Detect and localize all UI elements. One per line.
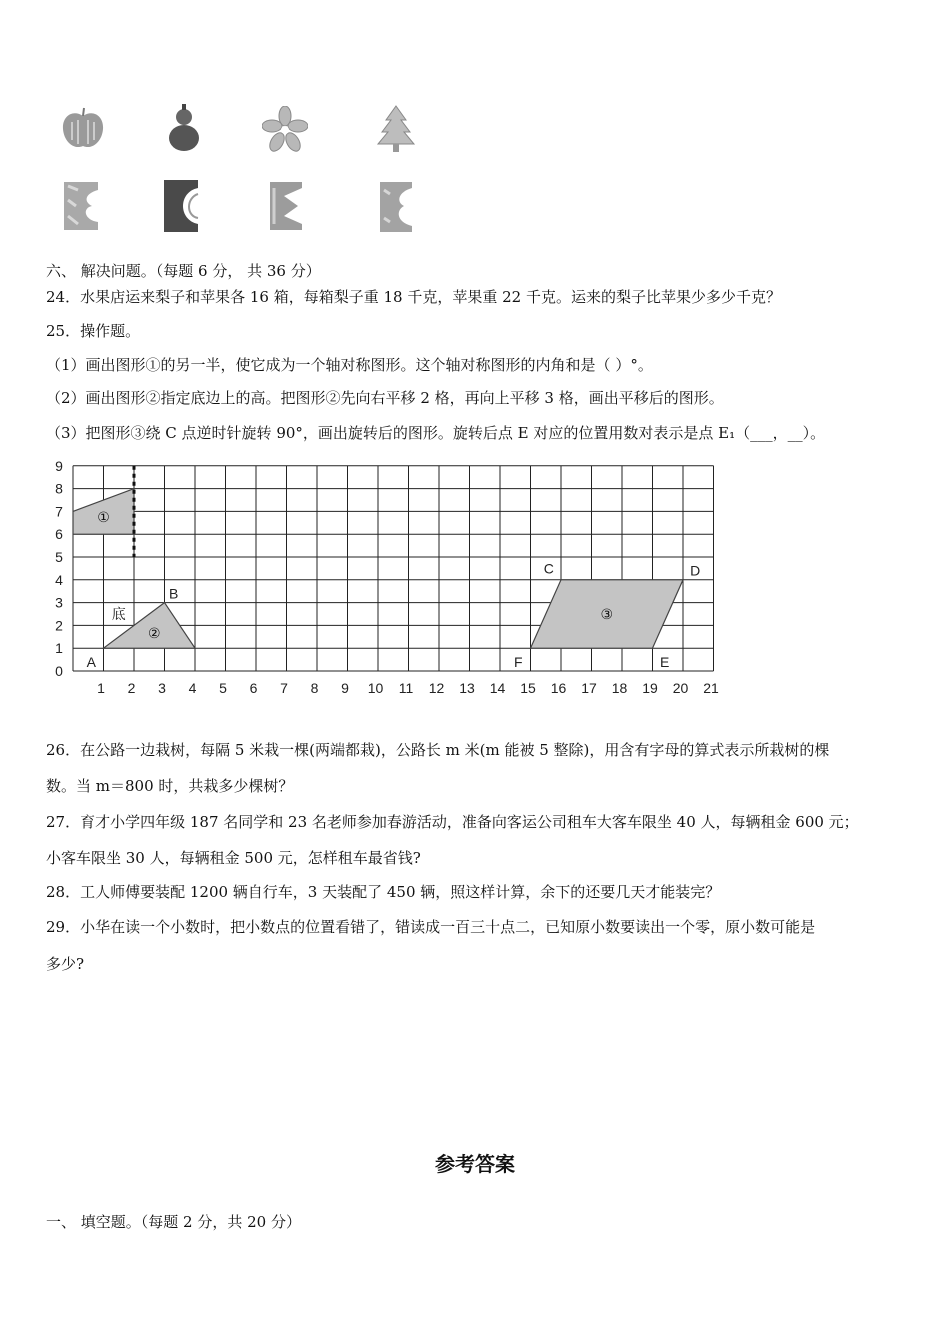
answers-section-1: 一、 填空题。（每题 2 分，共 20 分）: [46, 1213, 301, 1231]
section-6-heading: 六、 解决问题。（每题 6 分， 共 36 分）: [46, 262, 321, 280]
point-label: D: [690, 562, 701, 579]
x-tick-label: 21: [703, 680, 719, 696]
cutout-picture-d: [378, 180, 414, 234]
point-label: 底: [111, 606, 126, 622]
y-tick-label: 6: [55, 526, 63, 543]
question-28: 28．工人师傅要装配 1200 辆自行车，3 天装配了 450 辆，照这样计算，余下的还要几天才能装完？: [46, 883, 721, 901]
answers-title: 参考答案: [435, 1152, 515, 1176]
point-label: C: [543, 560, 554, 577]
x-tick-label: 10: [367, 680, 384, 696]
x-tick-label: 15: [520, 680, 536, 696]
question-25-part-1: （1）画出图形①的另一半，使它成为一个轴对称图形。这个轴对称图形的内角和是（ ）°。: [46, 356, 653, 374]
question-25-part-2: （2）画出图形②指定底边上的高。把图形②先向右平移 2 格，再向上平移 3 格，画出平移后的图形。: [46, 389, 724, 407]
question-29-line-1: 29．小华在读一个小数时，把小数点的位置看错了，错读成一百三十点二，已知原小数要读出一个零，原小数可能是: [46, 918, 816, 936]
cutout-picture-c: [268, 180, 304, 232]
y-tick-label: 8: [55, 480, 63, 497]
x-tick-label: 13: [459, 680, 475, 696]
x-tick-label: 1: [97, 680, 105, 696]
x-tick-label: 2: [127, 680, 136, 696]
shape-1-label: ①: [97, 509, 110, 526]
x-tick-label: 3: [158, 680, 166, 696]
question-25: 25．操作题。: [46, 322, 141, 340]
x-tick-label: 16: [550, 680, 567, 696]
y-tick-label: 1: [55, 640, 63, 657]
question-24: 24．水果店运来梨子和苹果各 16 箱，每箱梨子重 18 千克，苹果重 22 千克。运来的梨子比苹果少多少千克？: [46, 288, 781, 306]
question-27-line-2: 小客车限坐 30 人，每辆租金 500 元，怎样租车最省钱?: [46, 849, 421, 867]
x-tick-label: 20: [672, 680, 689, 696]
x-tick-label: 7: [280, 680, 288, 696]
x-tick-label: 8: [310, 680, 319, 696]
x-tick-label: 5: [219, 680, 227, 696]
x-tick-label: 14: [489, 680, 506, 696]
x-tick-label: 17: [581, 680, 597, 696]
y-tick-label: 9: [55, 457, 63, 474]
question-26-line-2: 数。当 m＝800 时，共栽多少棵树？: [46, 777, 294, 795]
y-tick-label: 7: [55, 503, 63, 520]
x-tick-label: 6: [249, 680, 258, 696]
gourd-picture: [162, 102, 206, 154]
x-tick-label: 18: [611, 680, 628, 696]
flower-picture: [262, 106, 308, 152]
shape-2-label: ②: [148, 625, 161, 641]
question-25-part-3: （3）把图形③绕 C 点逆时针旋转 90°，画出旋转后的图形。旋转后点 E 对应的位置用数对表示是点 E₁（___，__）。: [46, 424, 826, 442]
x-tick-label: 4: [188, 680, 197, 696]
y-tick-label: 3: [55, 594, 63, 611]
question-26-line-1: 26．在公路一边栽树，每隔 5 米栽一棵(两端都栽)，公路长 m 米(m 能被 5 整除)，用含有字母的算式表示所栽树的棵: [46, 741, 830, 759]
point-label: E: [660, 653, 670, 670]
point-label: B: [168, 585, 179, 602]
y-tick-label: 4: [55, 571, 63, 588]
x-tick-label: 9: [341, 680, 349, 696]
question-29-line-2: 多少?: [46, 955, 85, 973]
point-label: A: [86, 653, 96, 670]
x-tick-label: 19: [642, 680, 658, 696]
x-tick-label: 12: [428, 680, 445, 696]
coordinate-grid-figure: [40, 455, 770, 700]
cutout-picture-b: [162, 178, 200, 234]
point-label: F: [514, 653, 523, 670]
y-tick-label: 2: [55, 617, 63, 634]
y-tick-label: 0: [55, 663, 63, 679]
shape-3-label: ③: [600, 606, 614, 622]
apple-picture: [58, 104, 108, 154]
y-tick-label: 5: [55, 549, 63, 565]
x-tick-label: 11: [398, 680, 414, 696]
tree-picture: [374, 104, 418, 154]
question-27-line-1: 27．育才小学四年级 187 名同学和 23 名老师参加春游活动，准备向客运公司租车大客车限坐 40 人，每辆租金 600 元；: [46, 813, 859, 831]
cutout-picture-a: [62, 180, 100, 232]
